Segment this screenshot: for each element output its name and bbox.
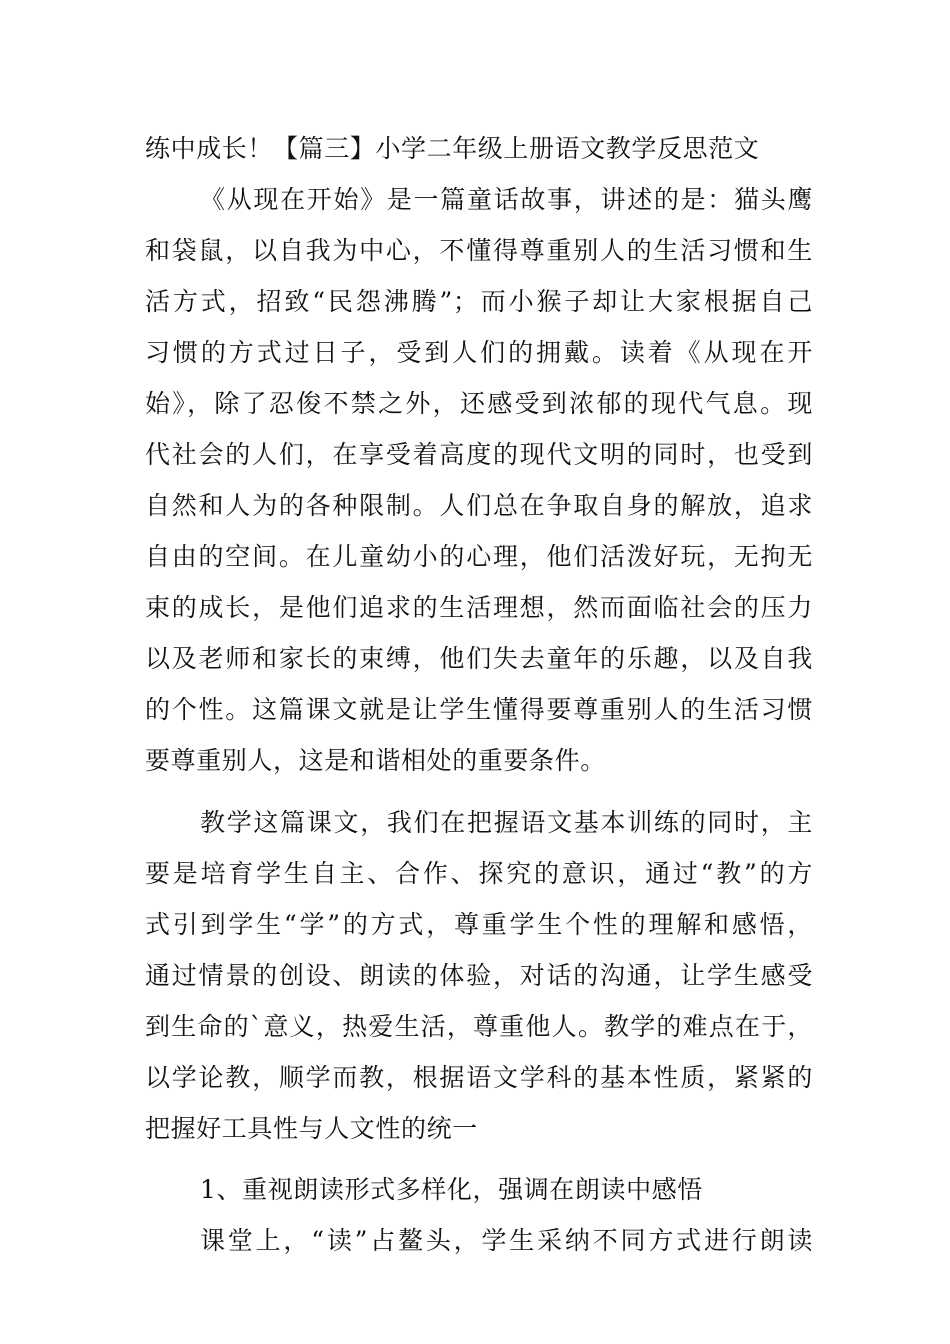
text-line-12: 的个性。这篇课文就是让学生懂得要尊重别人的生活习惯 bbox=[145, 695, 813, 724]
text-line-3: 和袋鼠，以自我为中心，不懂得尊重别人的生活习惯和生 bbox=[145, 236, 813, 265]
text-line-14: 教学这篇课文，我们在把握语文基本训练的同时，主 bbox=[200, 808, 813, 837]
text-line-2: 《从现在开始》是一篇童话故事，讲述的是：猫头鹰 bbox=[200, 185, 813, 214]
text-line-1: 练中成长！【篇三】小学二年级上册语文教学反思范文 bbox=[145, 134, 760, 163]
text-line-10: 束的成长，是他们追求的生活理想，然而面临社会的压力 bbox=[145, 593, 813, 622]
text-line-20: 把握好工具性与人文性的统一 bbox=[145, 1114, 478, 1143]
text-line-8: 自然和人为的各种限制。人们总在争取自身的解放，追求 bbox=[145, 491, 813, 520]
text-line-15: 要是培育学生自主、合作、探究的意识，通过“教”的方 bbox=[145, 859, 813, 888]
text-line-13: 要尊重别人，这是和谐相处的重要条件。 bbox=[145, 746, 606, 775]
text-line-22: 课堂上，“读”占鳌头，学生采纳不同方式进行朗读 bbox=[200, 1226, 813, 1255]
text-line-18: 到生命的`意义，热爱生活，尊重他人。教学的难点在于， bbox=[145, 1012, 813, 1041]
text-line-11: 以及老师和家长的束缚，他们失去童年的乐趣，以及自我 bbox=[145, 644, 813, 673]
text-line-19: 以学论教，顺学而教，根据语文学科的基本性质，紧紧的 bbox=[145, 1063, 813, 1092]
text-line-5: 习惯的方式过日子，受到人们的拥戴。读着《从现在开 bbox=[145, 338, 813, 367]
text-line-6: 始》，除了忍俊不禁之外，还感受到浓郁的现代气息。现 bbox=[145, 389, 813, 418]
text-line-21: 1、重视朗读形式多样化，强调在朗读中感悟 bbox=[200, 1175, 703, 1204]
text-line-9: 自由的空间。在儿童幼小的心理，他们活泼好玩，无拘无 bbox=[145, 542, 813, 571]
text-line-17: 通过情景的创设、朗读的体验，对话的沟通，让学生感受 bbox=[145, 961, 813, 990]
text-line-7: 代社会的人们，在享受着高度的现代文明的同时，也受到 bbox=[145, 440, 813, 469]
text-line-16: 式引到学生“学”的方式，尊重学生个性的理解和感悟， bbox=[145, 910, 813, 939]
text-line-4: 活方式，招致“民怨沸腾”；而小猴子却让大家根据自己 bbox=[145, 287, 813, 316]
